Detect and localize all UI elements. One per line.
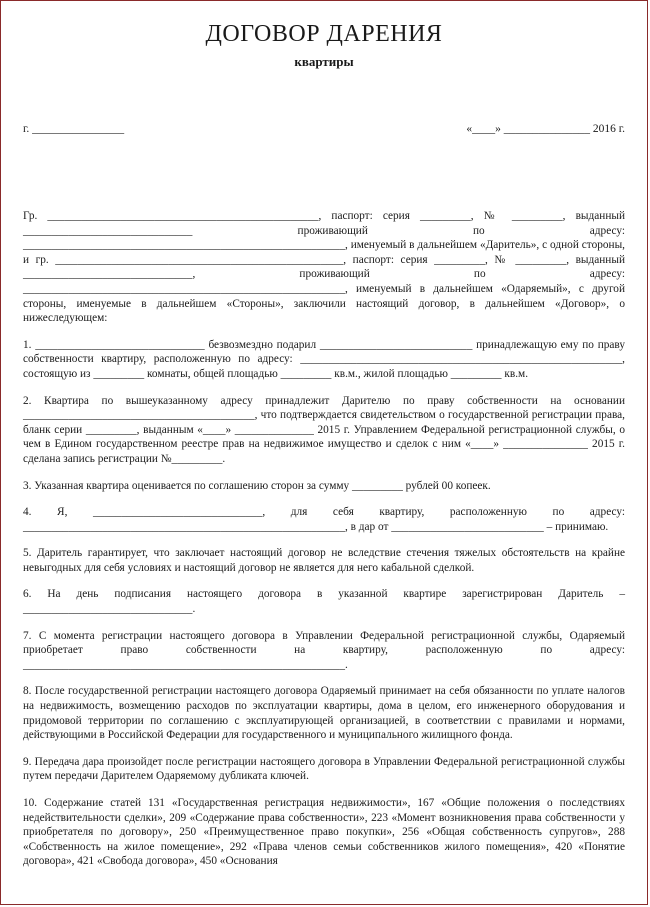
place-date-line	[23, 123, 625, 139]
clause-5: 5. Даритель гарантирует, что заключает настоящий договор не вследствие стечения тяжелых обстоятельств на крайне невыгодных для себя условиях и настоящий договор не является для него кабальной сделкой.	[23, 547, 625, 574]
clause-2: 2. Квартира по вышеуказанному адресу принадлежит Дарителю по праву собственности на основании _________________________________________, что подтверждается свидетельством о государственной регистрации права, бланк серии _________, выданным «____» ______________ 2015 г. Управлением Федеральной регистрационной службы, о чем в Едином государственном реестре прав на недвижимое имущество и сделок с ним «____» _______________ 2015 г. сделана запись регистрации №_________.	[23, 394, 625, 465]
clause-4: 4. Я, ______________________________, для себя квартиру, расположенную по адресу: _________________________________________________________, в дар от ___________________________ – принимаю.	[23, 506, 625, 533]
parties-paragraph: Гр. ________________________________________________, паспорт: серия _________, № _________, выданный ______________________________ проживающий по адресу: _________________________________________________________, именуемый в дальнейшем «Даритель», с одной стороны, и гр. ___________________________________________________, паспорт: серия _________, № _________, выданный ______________________________, проживающий по адресу: _________________________________________________________, именуемый в дальнейшем «Одаряемый», с другой стороны, именуемые в дальнейшем «Стороны», заключили настоящий договор, в дальнейшем «Договор», о нижеследующем:	[23, 210, 625, 325]
clause-9: 9. Передача дара произойдет после регистрации настоящего договора в Управлении Федеральной регистрационной службы путем передачи Дарителем Одаряемому дубликата ключей.	[23, 755, 625, 783]
clause-6: 6. На день подписания настоящего договора в указанной квартире зарегистрирован Даритель – ______________________________.	[23, 588, 625, 616]
contract-body	[23, 209, 625, 869]
clause-8: 8. После государственной регистрации настоящего договора Одаряемый принимает на себя обязанности по уплате налогов на недвижимость, возмещению расходов по эксплуатации квартиры, дома в целом, его инженерного оборудования и придомовой территории по соглашению с эксплуатирующей организацией, в соответствии с правилами и нормами, действующими в Российской Федерации для государственного и муниципального жилищного фонда.	[23, 685, 625, 742]
clause-7: 7. С момента регистрации настоящего договора в Управлении Федеральной регистрационной службы, Одаряемый приобретает право собственности на квартиру, расположенную по адресу: _________________________________________________________.	[23, 629, 625, 671]
document-subtitle: квартиры	[294, 54, 354, 69]
place-field: г. ________________	[23, 123, 125, 135]
clause-1: 1. ______________________________ безвозмездно подарил ___________________________ принадлежащую ему по праву собственности квартиру, расположенную по адресу: _________________________________________________________, состоящую из _________ комнаты, общей площадью _________ кв.м., жилой площадью _________ кв.м.	[23, 338, 625, 380]
document-title: ДОГОВОР ДАРЕНИЯ	[205, 21, 443, 47]
clause-3: 3. Указанная квартира оценивается по соглашению сторон за сумму _________ рублей 00 копеек.	[23, 479, 491, 492]
clause-10: 10. Содержание статей 131 «Государственная регистрация недвижимости», 167 «Общие положения о последствиях недействительности сделки», 209 «Содержание права собственности», 223 «Момент возникновения права собственности у приобретателя по договору», 250 «Преимущественное право покупки», 256 «Общая собственность супругов», 288 «Собственность на жилое помещение», 292 «Права членов семьи собственников жилого помещения», 420 «Понятие договора», 421 «Свобода договора», 450 «Основания	[23, 797, 625, 868]
date-field: «____» _______________ 2016 г.	[466, 123, 625, 135]
